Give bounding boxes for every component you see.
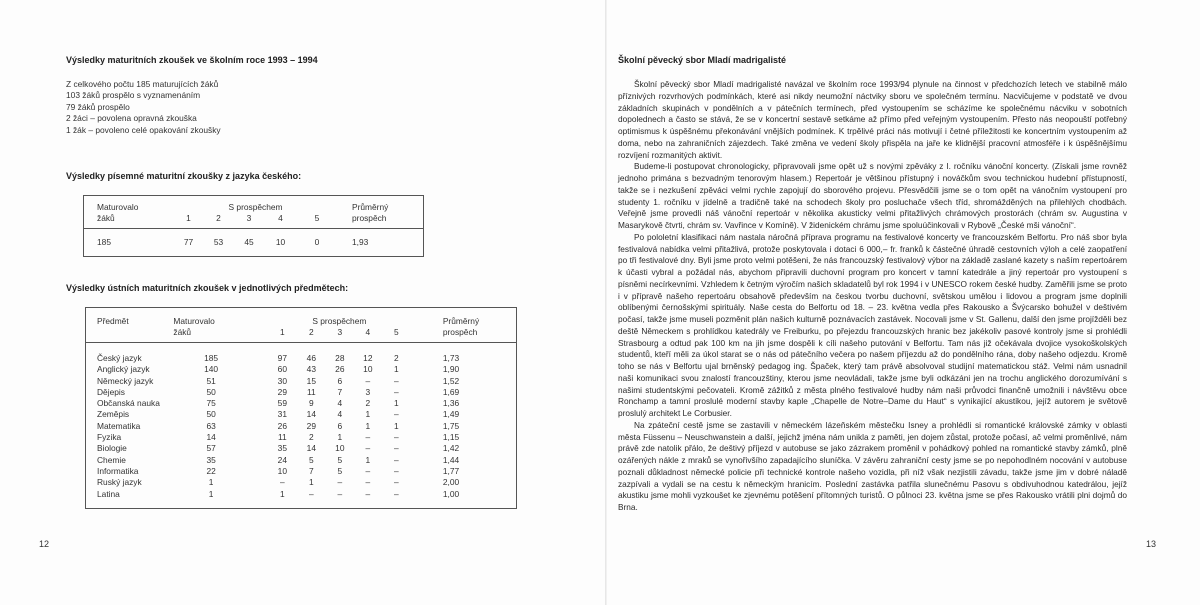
table-row <box>86 409 517 420</box>
cell-grade: 3 <box>365 386 371 397</box>
cell-count: 75 <box>206 398 216 409</box>
written-exam-table <box>83 195 424 257</box>
cell-grade: 2 <box>365 398 371 409</box>
page-number-left: 12 <box>39 539 50 549</box>
cell-grade: 1 <box>394 420 399 431</box>
cell-subject: Matematika <box>97 420 141 431</box>
header-zaku: žáků <box>97 213 115 223</box>
grade-header: 5 <box>394 327 399 337</box>
cell-grade: 46 <box>306 353 316 363</box>
cell-average: 1,52 <box>442 375 460 386</box>
cell-grade: 1 <box>309 477 314 488</box>
header-maturovalo: Maturovalo <box>173 316 215 326</box>
cell-grade: 10 <box>335 443 345 454</box>
cell-grade: 43 <box>306 364 316 375</box>
cell-average: 1,75 <box>442 420 460 431</box>
header-prumerny: Průměrný <box>442 316 480 326</box>
table-header-row <box>86 308 517 343</box>
cell-grade: – <box>394 443 399 454</box>
cell-grade: 6 <box>337 420 343 431</box>
cell-average: 1,93 <box>352 237 369 247</box>
cell-count: 63 <box>206 420 216 431</box>
cell-grade: 1 <box>394 398 399 409</box>
cell-grade: – <box>365 375 371 386</box>
cell-grade: – <box>394 375 399 386</box>
cell-average: 1,77 <box>442 465 460 476</box>
summary-line: 1 žák – povoleno celé opakování zkoušky <box>66 124 221 135</box>
cell-grade: 35 <box>277 443 287 454</box>
summary-line: 2 žáci – povolena opravná zkouška <box>66 113 197 124</box>
cell-grade: 59 <box>277 398 287 409</box>
cell-average: 1,15 <box>442 432 460 443</box>
cell-count: 1 <box>208 488 214 499</box>
cell-count: 14 <box>206 432 216 443</box>
cell-grade: – <box>365 488 371 499</box>
cell-count: 50 <box>206 386 216 397</box>
cell-grade: – <box>280 477 285 488</box>
cell-grade: 9 <box>309 398 314 409</box>
grade-header: 4 <box>278 213 283 223</box>
table-row <box>86 387 517 398</box>
paragraph: Po pololetní klasifikaci nám nastala náročná příprava programu na festivalové koncerty ve francouzském Belfortu. Pro náš sbor byla festivalová nabídka velmi přitažlivá, protože poskytovala i dotaci 6 000,– fr. franků k částečné úhradě cestovních výloh a celé zaopatření po tři festivalové dny. Byli jsme proto velmi potěšeni, že nás francouzský festivalový výbor na základě zaslané kazety s naším repertoárem k účasti vybral a požádal nás, abychom připravili duchovní program pro koncert v tamní katedrále a jiný repertoár pro vystoupení s písněmi necírkevními. Vzhledem k četným výročím našich skladatelů byl rok 1994 i v UNESCO rokem české hudby. Zaměřili jsme se proto i v přípravě našeho repertoáru obsahově především na českou tvorbu duchovní, světskou umělou i lidovou a program jsme doplnili oblíbenými černošskými spirituály. Naše cesta do Belfortu od 18. – 23. května vedla přes Rakousko a Švýcarsko bohužel v deštivém počasí, takže jsme museli pozměnit plán našich kulturně poznávacích zastávek. Nocovali jsme v St. Gallenu, další den jsme projížděli bez deště Německem s prohlídkou katedrály ve Freiburku, po přejezdu francouzských hranic bez jakékoliv pasové kontroly jsme si prohlédli Strasbourg a odtud pak 100 km na jih jsme dospěli k cíli našeho putování v Belfortu. Tam nás již očekávala dvojice vysokoškolských studentů, kteří měli za úkol starat se o nás od pátečního večera po našem příjezdu až do pondělního rána, doby našeho odjezdu. Kromě toho se nás v Belfortu ujal brněnský pedagog ing. Špaček, který tam právě absolvoval studijní matematickou stáž. Velmi nám usnadnil naši komunikaci svou znalostí francouzštiny, kterou jsme neovládali, takže jsme byli odkázáni jen na trochu anglického dorozumívání s našimi studentskými pečovateli. Kromě zážitků z města plného festivalové hudby nám naši průvodci finančně umožnili i návštěvu obce Ronchamp a tamní proslulé moderní stavby kaple „Chapelle de Notre–Dame du Haut“ s vynikající akustikou, jejíž autorem je světově proslulý architekt Le Corbusier. <box>618 231 1127 418</box>
choir-article <box>618 79 1127 514</box>
cell-count: 185 <box>204 353 219 363</box>
cell-grade: 1 <box>337 432 343 443</box>
summary-line: Z celkového počtu 185 maturujících žáků <box>66 79 219 89</box>
cell-grade: – <box>394 386 399 397</box>
header-prumerny: Průměrný <box>352 202 389 212</box>
table-row <box>86 466 517 477</box>
table-row <box>86 376 517 387</box>
cell-subject: Fyzika <box>97 432 122 443</box>
cell-grade: 11 <box>306 386 316 397</box>
cell-grade: 28 <box>335 353 345 363</box>
cell-grade: 26 <box>335 364 345 375</box>
header-prospech: prospěch <box>352 213 387 223</box>
table-row <box>86 364 517 375</box>
table-row <box>86 477 517 488</box>
cell-grade: 10 <box>363 364 373 375</box>
grade-header: 3 <box>337 327 343 337</box>
table-row <box>86 398 517 409</box>
grade-header: 2 <box>309 327 314 337</box>
cell-subject: Ruský jazyk <box>97 477 142 488</box>
cell-grade: 29 <box>306 420 316 431</box>
cell-grade: 14 <box>306 409 316 420</box>
cell-grade: 10 <box>277 465 287 476</box>
cell-subject: Dějepis <box>97 386 125 397</box>
grade-header: 1 <box>280 327 285 337</box>
cell-average: 1,36 <box>442 398 460 409</box>
cell-grade: 6 <box>337 375 343 386</box>
page-number-right: 13 <box>1146 539 1157 549</box>
cell-subject: Český jazyk <box>97 353 142 363</box>
cell-count: 1 <box>208 477 214 488</box>
cell-grade: 45 <box>244 237 254 247</box>
table-header-row <box>84 196 424 229</box>
cell-grade: 14 <box>306 443 316 454</box>
cell-grade: 1 <box>365 454 371 465</box>
cell-grade: – <box>394 409 399 420</box>
right-page <box>607 0 1200 605</box>
cell-grade: 97 <box>277 353 287 363</box>
cell-grade: 53 <box>213 237 224 247</box>
cell-grade: 1 <box>280 488 285 499</box>
cell-subject: Německý jazyk <box>97 375 154 386</box>
cell-grade: – <box>394 488 399 499</box>
oral-table-body <box>86 343 517 508</box>
cell-grade: 60 <box>277 364 287 375</box>
cell-subject: Chemie <box>97 454 126 465</box>
cell-grade: 2 <box>394 353 399 363</box>
table-row <box>86 455 517 466</box>
cell-count: 51 <box>206 375 216 386</box>
cell-grade: 0 <box>314 237 320 247</box>
heading-written-exam: Výsledky písemné maturitní zkoušky z jazyka českého: <box>66 171 302 181</box>
cell-grade: 4 <box>337 398 343 409</box>
summary-line: 79 žáků prospělo <box>66 101 130 112</box>
cell-average: 1,73 <box>442 353 460 363</box>
header-s-prospechem: S prospěchem <box>228 202 283 212</box>
table-row <box>86 489 517 509</box>
cell-grade: 5 <box>337 465 343 476</box>
cell-grade: 4 <box>337 409 343 420</box>
cell-grade: 11 <box>277 432 287 443</box>
cell-grade: 1 <box>394 364 399 375</box>
table-row <box>86 443 517 454</box>
grade-header: 4 <box>365 327 371 337</box>
cell-grade: 30 <box>277 375 287 386</box>
cell-grade: – <box>365 465 371 476</box>
cell-grade: 5 <box>337 454 343 465</box>
paragraph: Budeme-li postupovat chronologicky, připravovali jsme opět už s novými zpěváky z I. ročníku vánoční koncerty. (Získali jsme rovněž jednoho primána s bezvadným tenorovým hlasem.) Repertoár je většinou přístupný i nováčkům svou technickou hudební přístupností, takže se i nezkušení zpěváci velmi rychle zapojují do sborového projevu. Přesvědčili jsme se o tom opět na vánočním vystoupení pro studenty 1. ročníku v jídelně a tradičně také na schodech školy pro posluchače všech tříd, shromážděných na přilehlých chodbách. Veřejně jsme provedli náš vánoční repertoár v několika akusticky velmi přitažlivých chrámových prostorách (chrám sv. Augustina v Masarykově čtvrti, chrám sv. Vavřince v Komíně). V židenickém chrámu jsme spoluúčinkovali v Rybově „České mši vánoční“. <box>618 161 1127 230</box>
grade-header: 2 <box>216 213 221 223</box>
cell-subject: Biologie <box>97 443 127 454</box>
grade-header: 5 <box>314 213 320 223</box>
grade-header: 1 <box>186 213 191 223</box>
cell-grade: – <box>309 488 314 499</box>
cell-grade: – <box>394 465 399 476</box>
table-row <box>86 432 517 443</box>
cell-average: 1,69 <box>442 386 460 397</box>
cell-grade: – <box>365 443 371 454</box>
cell-average: 1,44 <box>442 454 460 465</box>
cell-grade: 7 <box>309 465 314 476</box>
cell-subject: Zeměpis <box>97 409 130 420</box>
cell-count: 57 <box>206 443 216 454</box>
paragraph: Školní pěvecký sbor Mladí madrigalisté navázal ve školním roce 1993/94 plynule na činnost v předchozích letech ve stabilně málo příznivých rozvrhových podmínkách, které asi nikdy neumožní náctviky sboru ve společném termínu. Nacvičujeme v podstatě ve dvou základních skupinách v pondělních a v pátečních termínech, před vystoupením se scházíme ke společnému nácviku v sobotních dopolednech a často se stává, že se v koncertní sestavě setkáme až přímo před veřejným vystoupením. Přesto nás neopouští potřebný optimismus k úspěšnému překonávání vnějších podmínek. K trpělivé práci nás motivují i četné příležitosti ke koncertním vystoupením až doma, nebo na zahraničních zájezdech. Také změna ve vedení školy přispěla na jaře ke klidnější pracovní atmosféře i k úspěšnějšímu rozvíjení rozmanitých aktivit. <box>618 79 1127 160</box>
heading-exam-results: Výsledky maturitních zkoušek ve školním roce 1993 – 1994 <box>66 55 318 65</box>
grade-header: 3 <box>246 213 252 223</box>
header-prospech: prospěch <box>442 327 478 337</box>
cell-grade: 1 <box>365 409 371 420</box>
cell-count: 185 <box>97 237 111 247</box>
cell-subject: Anglický jazyk <box>97 364 150 375</box>
cell-grade: – <box>394 432 399 443</box>
cell-grade: 24 <box>277 454 287 465</box>
cell-grade: – <box>337 488 343 499</box>
cell-average: 1,00 <box>442 488 460 499</box>
exam-summary <box>66 79 221 136</box>
cell-average: 2,00 <box>442 477 460 488</box>
cell-average: 1,42 <box>442 443 460 454</box>
cell-grade: 15 <box>306 375 316 386</box>
cell-grade: 2 <box>309 432 314 443</box>
table-row <box>86 343 517 364</box>
header-zaku: žáků <box>173 327 192 337</box>
cell-grade: 5 <box>309 454 314 465</box>
cell-grade: 12 <box>363 353 373 363</box>
header-predmet: Předmět <box>97 316 129 326</box>
cell-grade: – <box>337 477 343 488</box>
cell-average: 1,49 <box>442 409 460 420</box>
table-row <box>86 421 517 432</box>
header-s-prospechem: S prospěchem <box>312 316 367 326</box>
header-maturovalo: Maturovalo <box>97 202 139 212</box>
cell-grade: 77 <box>183 237 194 247</box>
cell-grade: 7 <box>337 386 343 397</box>
heading-choir: Školní pěvecký sbor Mladí madrigalisté <box>618 55 787 65</box>
cell-grade: – <box>394 477 399 488</box>
table-row <box>84 229 424 257</box>
cell-grade: 26 <box>277 420 287 431</box>
cell-subject: Latina <box>97 488 120 499</box>
cell-grade: – <box>365 432 371 443</box>
cell-grade: – <box>394 454 399 465</box>
cell-count: 35 <box>206 454 216 465</box>
cell-count: 50 <box>206 409 216 420</box>
cell-grade: – <box>365 477 371 488</box>
cell-count: 140 <box>204 364 219 375</box>
cell-grade: 29 <box>277 386 287 397</box>
cell-subject: Informatika <box>97 465 139 476</box>
heading-oral-exams: Výsledky ústních maturitních zkoušek v jednotlivých předmětech: <box>66 283 349 293</box>
cell-grade: 31 <box>277 409 287 420</box>
paragraph: Na zpáteční cestě jsme se zastavili v německém lázeňském městečku Isney a prohlédli si romantické královské zámky v oblasti města Füssenu – Neuschwanstein a další, jejichž jména nám unikla z paměti, jen dojem zůstal, protože počasí, ač velmi proměnlivé, nám právě zde natolik přálo, že deštivý příjezd v autobuse se jako zázrakem proměnil v pohádkový pohled na romantické stavby zámků, plně ozářených nákle z mraků se vynořivšího zapadajícího sluníčka. V závěru zahraniční cesty jsme se po nepohodlném nocování v autobuse poznali důkladnost německé policie při technické kontrole našeho vozidla, při níž však nezjistili závadu, takže jsme jim v dobré náladě zazpívali a vydali se na cestu k německým hranicím. Poslední zastávka patřila slunečnému Pasovu s obdivuhodnou katedrálou, jejíž akustiku jsme mohli vyzkoušet ke zjevnému potěšení přítomných turistů. O půlnoci 23. května jsme se přes Rakousko vrátili plni dojmů do Brna. <box>618 419 1127 512</box>
cell-grade: 10 <box>275 237 286 247</box>
summary-line: 103 žáků prospělo s vyznamenáním <box>66 90 201 101</box>
cell-grade: 1 <box>365 420 371 431</box>
oral-exam-table <box>85 307 517 509</box>
cell-count: 22 <box>206 465 216 476</box>
cell-average: 1,90 <box>442 364 460 375</box>
cell-subject: Občanská nauka <box>97 398 160 409</box>
